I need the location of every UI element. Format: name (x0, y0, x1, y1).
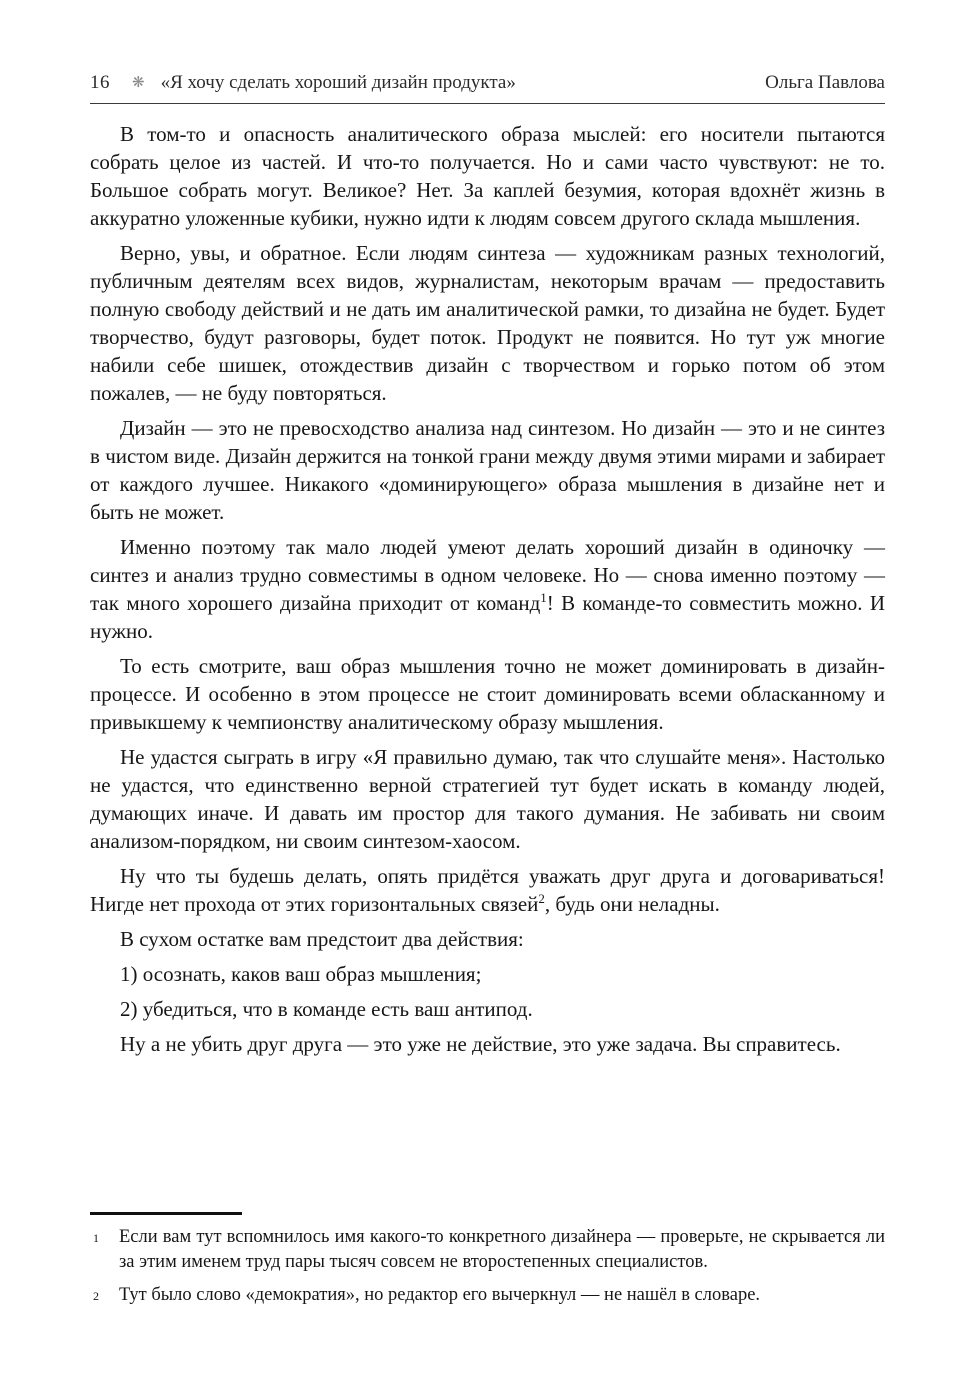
running-title: «Я хочу сделать хороший дизайн продукта» (160, 72, 516, 93)
footnote (90, 1283, 885, 1308)
paragraph: Дизайн — это не превосходство анализа над синтезом. Но дизайн — это и не синтез в чистом виде. Дизайн держится на тонкой грани между двумя этими мирами и забирает от каждого лучшее. Никакого «доминирующего» образа мышления в дизайне нет и быть не может. (90, 416, 885, 524)
footnote-divider (90, 1212, 242, 1215)
footnote-text: Тут было слово «демократия», но редактор его вычеркнул — не нашёл в словаре. (119, 1285, 761, 1305)
list-item: 1) осознать, каков ваш образ мышления; (120, 962, 482, 986)
paragraph-text: , будь они неладны. (544, 892, 720, 916)
footnote-ref-1: 1 (540, 590, 547, 605)
paragraph-text: Именно поэтому так мало людей умеют делать хороший дизайн в одиночку — синтез и анализ трудно совместимы в одном человеке. Но — снова именно поэтому — так много хорошего дизайна приходит от команд (90, 535, 885, 615)
paragraph: В том-то и опасность аналитического образа мыслей: его носители пытаются собрать целое из частей. И что-то получается. Но и сами часто чувствуют: не то. Большое собрать могут. Великое? Нет. За каплей безумия, которая вдохнёт жизнь в аккуратно уложенные кубики, нужно идти к людям совсем другого склада мышления. (90, 122, 885, 230)
paragraph-text: Ну что ты будешь делать, опять придётся уважать друг друга и договариваться! Нигде нет прохода от этих горизонтальных связей (90, 864, 885, 916)
paragraph (90, 862, 885, 918)
page-number: 16 (90, 72, 110, 93)
page-body (90, 104, 885, 1058)
running-header (90, 72, 885, 104)
list-item: 2) убедиться, что в команде есть ваш антипод. (120, 997, 533, 1021)
flower-ornament-icon: ❋ (132, 75, 145, 91)
footnotes-section (90, 1212, 885, 1316)
author-name: Ольга Павлова (765, 72, 885, 93)
paragraph (90, 533, 885, 645)
footnote-marker-1: 1 (93, 1231, 99, 1245)
footnote-text: Если вам тут вспомнилось имя какого-то конкретного дизайнера — проверьте, не скрывается ли за этим именем труд пары тысяч совсем не второстепенных специалистов. (119, 1227, 885, 1272)
paragraph-text: ! В команде-то совместить можно. И нужно. (90, 591, 886, 643)
footnote-ref-2: 2 (538, 891, 545, 906)
footnote-marker-2: 2 (93, 1289, 99, 1303)
paragraph: То есть смотрите, ваш образ мышления точно не может доминировать в дизайн-процессе. И особенно в этом процессе не стоит доминировать всеми обласканному и привыкшему к чемпионству аналитическому образу мышления. (90, 654, 885, 734)
paragraph: Верно, увы, и обратное. Если людям синтеза — художникам разных технологий, публичным деятелям всех видов, журналистам, некоторым врачам — предоставить полную свободу действий и не дать им аналитической рамки, то дизайна не будет. Будет творчество, будут разговоры, будет поток. Продукт не появится. Но тут уж многие набили себе шишек, отождествив дизайн с творчеством и горько потом об этом пожалев, — не буду повторяться. (90, 241, 885, 405)
paragraph: Ну а не убить друг друга — это уже не действие, это уже задача. Вы справитесь. (120, 1032, 841, 1056)
paragraph: Не удастся сыграть в игру «Я правильно думаю, так что слушайте меня». Настолько не удастся, что единственно верной стратегией тут будет искать в команду людей, думающих иначе. И давать им простор для такого думания. Не забивать ни своим анализом-порядком, ни своим синтезом-хаосом. (90, 745, 885, 853)
paragraph: В сухом остатке вам предстоит два действия: (120, 927, 524, 951)
footnote (90, 1225, 885, 1275)
